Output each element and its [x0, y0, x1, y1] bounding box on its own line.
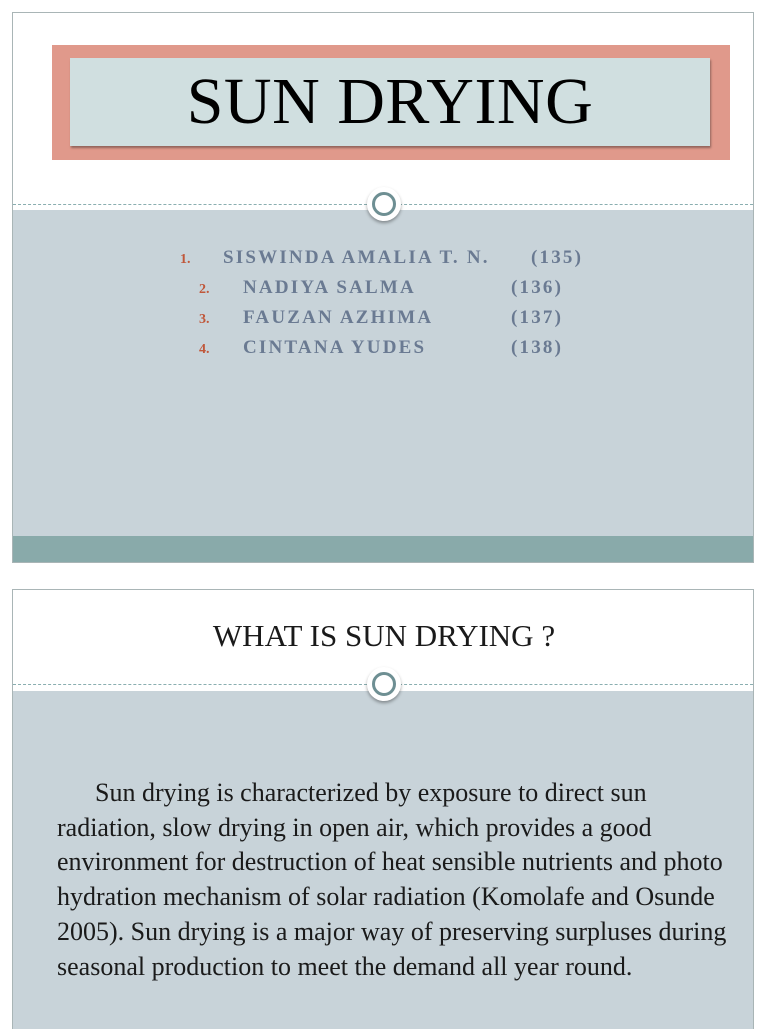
title-slide: [12, 12, 754, 563]
title-box: [70, 58, 710, 146]
member-id: (136): [511, 277, 564, 298]
member-name: CINTANA YUDES: [243, 337, 427, 358]
list-item: [13, 247, 754, 277]
list-number: 4.: [199, 342, 210, 357]
definition-slide: [12, 589, 754, 1029]
member-id: (135): [531, 247, 584, 268]
list-item: [13, 337, 754, 367]
slide-title: SUN DRYING: [186, 65, 594, 138]
list-item: [13, 307, 754, 337]
member-id: (138): [511, 337, 564, 358]
list-number: 1.: [180, 252, 191, 267]
list-item: [13, 277, 754, 307]
list-number: 2.: [199, 282, 210, 297]
slide-title: WHAT IS SUN DRYING ?: [212, 618, 556, 653]
circle-ring-icon: [367, 667, 401, 701]
member-name: NADIYA SALMA: [243, 277, 416, 298]
circle-ring-icon: [367, 187, 401, 221]
member-name: SISWINDA AMALIA T. N.: [223, 247, 490, 268]
member-name: FAUZAN AZHIMA: [243, 307, 434, 328]
body-paragraph: Sun drying is characterized by exposure to direct sun radiation, slow drying in open air, which provides a good environment for destruction of heat sensible nutrients and photo hydration mechanism of solar radiation (Komolafe and Osunde 2005). Sun drying is a major way of preserving surpluses during seasonal production to meet the demand all year round.: [57, 778, 727, 981]
bottom-band: [13, 536, 753, 563]
title-frame: [52, 45, 730, 160]
list-number: 3.: [199, 312, 210, 327]
member-id: (137): [511, 307, 564, 328]
